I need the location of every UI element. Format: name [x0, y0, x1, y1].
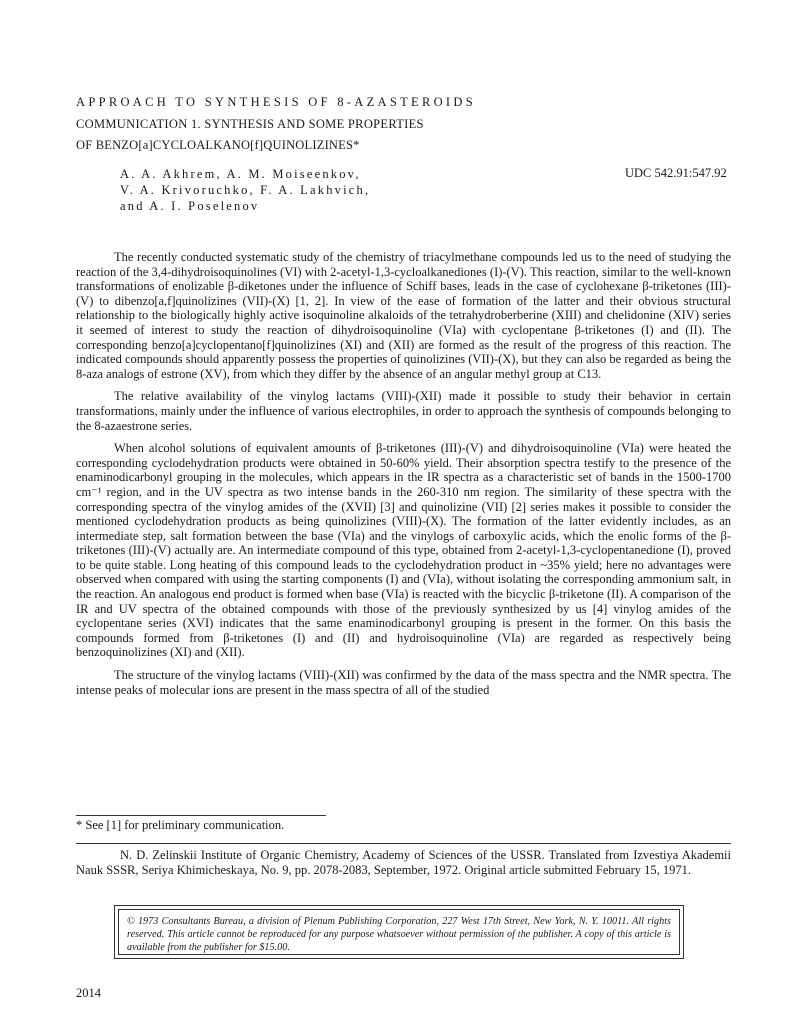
affiliation-divider — [76, 843, 731, 844]
body-paragraph-3: When alcohol solutions of equivalent amounts of β-triketones (III)-(V) and dihydroisoquinoline (VIa) were heated the corresponding cyclodehydration products were obtained in 50-60% yield. Their absorption spectra testify to the presence of the enaminodicarbonyl grouping in the molecules, which appears in the IR spectra as a characteristic set of bands in the 1500-1700 cm⁻¹ region, and in the UV spectra as two intense bands in the 260-310 nm region. The similarity of these spectra with the corresponding spectra of the vinylog amides of the (XVII) [3] and quinolizine (VII) [2] series makes it possible to consider the mentioned cyclodehydration products as being quinolizines (VIII)-(X). The formation of the latter evidently includes, as an intermediate step, salt formation between the base (VIa) and the vinylogs of carboxylic acids, which the enolic forms of the β-triketones (III)-(V) actually are. An intermediate compound of this type, obtained from 2-acetyl-1,3-cyclopentanedione (I), proved to be quite stable. Long heating of this compound leads to the cyclodehydration product in ~35% yield; here no advantages were observed when compared with using the starting components (I) and (VIa), without isolating the corresponding ammonium salt, in the reaction. An analogous end product is formed when base (VIa) is reacted with the bicyclic β-triketone (II). A comparison of the IR and UV spectra of the obtained compounds with those of the previously synthesized by us [4] vinylog amides of the cyclopentane series (XVI) indicates that the same enaminodicarbonyl grouping is present in the former. On this basis the compounds formed from β-triketones (I) and (II) and hydroisoquinoline (VIa) are regarded as respectively being benzoquinolizines (XI) and (XII). — [76, 441, 731, 660]
body-paragraph-4: The structure of the vinylog lactams (VIII)-(XII) was confirmed by the data of the mass spectra and the NMR spectra. The intense peaks of molecular ions are present in the mass spectra of all of the studied — [76, 668, 731, 697]
author-line-2: V. A. Krivoruchko, F. A. Lakhvich, — [120, 183, 371, 197]
author-line-3: and A. I. Poselenov — [120, 199, 260, 213]
udc-code: UDC 542.91:547.92 — [625, 166, 727, 180]
article-body — [76, 250, 731, 705]
copyright-box — [114, 905, 684, 959]
article-title-line-2: COMMUNICATION 1. SYNTHESIS AND SOME PROPERTIES — [76, 117, 424, 131]
author-list — [120, 166, 370, 214]
author-line-1: A. A. Akhrem, A. M. Moiseenkov, — [120, 167, 361, 181]
footnote: * See [1] for preliminary communication. — [76, 818, 285, 832]
article-title-line-3: OF BENZO[a]CYCLOALKANO[f]QUINOLIZINES* — [76, 138, 360, 152]
page-number: 2014 — [76, 986, 101, 1000]
copyright-notice: © 1973 Consultants Bureau, a division of Plenum Publishing Corporation, 227 West 17th Street, New York, N. Y. 10011. All rights reserved. This article cannot be reproduced for any purpose whatsoever without permission of the publisher. A copy of this article is available from the publisher for $15.00. — [118, 909, 680, 955]
article-title-line-1: APPROACH TO SYNTHESIS OF 8-AZASTEROIDS — [76, 95, 476, 109]
affiliation-note: N. D. Zelinskii Institute of Organic Chemistry, Academy of Sciences of the USSR. Translated from Izvestiya Akademii Nauk SSSR, Seriya Khimicheskaya, No. 9, pp. 2078-2083, September, 1972. Original article submitted February 15, 1971. — [76, 848, 731, 877]
body-paragraph-1: The recently conducted systematic study of the chemistry of triacylmethane compounds led us to the need of studying the reaction of the 3,4-dihydroisoquinolines (VI) with 2-acetyl-1,3-cycloalkanediones (I)-(V). This reaction, similar to the well-known transformations of enolizable β-diketones under the influence of Schiff bases, leads in the case of cyclohexane β-triketones (III)-(V) to dibenzo[a,f]quinolizines (VII)-(X) [1, 2]. In view of the ease of formation of the latter and their obvious structural relationship to the biologically highly active isoquinoline alkaloids of the tetrahydroberberine (XIII) and chelidonine (XIV) series it seemed of interest to study the reaction of dihydroisoquinoline (VIa) with cyclopentane β-triketones (I) and (II). The corresponding benzo[a]cyclopentano[f]quinolizines (XI) and (XII) are formed as the result of the progress of this reaction. The indicated compounds should apparently possess the properties of quinolizines (VII)-(X), but they can also be regarded as being the 8-aza analogs of estrone (XV), from which they differ by the absence of an angular methyl group at C13. — [76, 250, 731, 381]
footnote-divider — [76, 815, 326, 816]
body-paragraph-2: The relative availability of the vinylog lactams (VIII)-(XII) made it possible to study their behavior in certain transformations, mainly under the influence of various electrophiles, in order to approach the synthesis of compounds belonging to the 8-azaestrone series. — [76, 389, 731, 433]
